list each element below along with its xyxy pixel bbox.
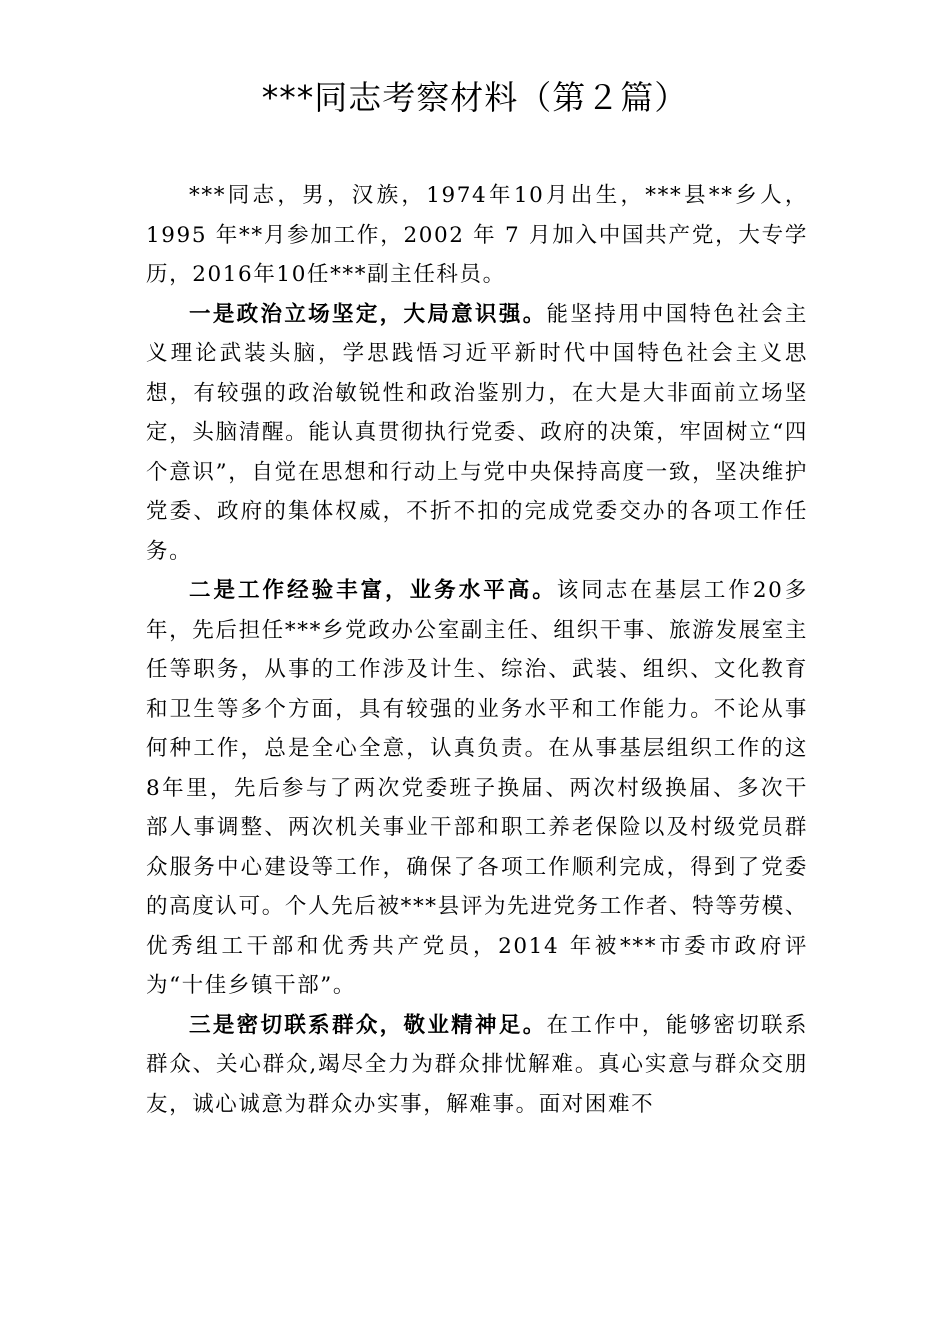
- paragraph-mass-contact: [146, 1006, 808, 1125]
- paragraph-lead: 三是密切联系群众，敬业精神足。: [189, 1012, 547, 1038]
- paragraph-text: ***同志，男，汉族，1974年10月出生，***县**乡人，1995 年**月参加工作，2002 年 7 月加入中国共产党，大专学历，2016年10任***副主任科员。: [146, 183, 808, 287]
- paragraph-text: 该同志在基层工作20多年，先后担任***乡党政办公室副主任、组织干事、旅游发展室主任等职务，从事的工作涉及计生、综治、武装、组织、文化教育和卫生等多个方面，具有较强的业务水平和工作能力。不论从事何种工作，总是全心全意，认真负责。在从事基层组织工作的这8年里，先后参与了两次党委班子换届、两次村级换届、多次干部人事调整、两次机关事业干部和职工养老保险以及村级党员群众服务中心建设等工作，确保了各项工作顺利完成，得到了党委的高度认可。个人先后被***县评为先进党务工作者、特等劳模、优秀组工干部和优秀共产党员，2014 年被***市委市政府评为“十佳乡镇干部”。: [146, 578, 808, 998]
- paragraph-intro: [146, 176, 808, 295]
- paragraph-political-stance: [146, 295, 808, 572]
- paragraph-work-experience: [146, 571, 808, 1006]
- document-title: ***同志考察材料（第２篇）: [261, 78, 689, 117]
- paragraph-lead: 二是工作经验丰富，业务水平高。: [189, 578, 557, 603]
- paragraph-text: 能坚持用中国特色社会主义理论武装头脑，学思践悟习近平新时代中国特色社会主义思想，有较强的政治敏锐性和政治鉴别力，在大是大非面前立场坚定，头脑清醒。能认真贯彻执行党委、政府的决策，牢固树立“四个意识”，自觉在思想和行动上与党中央保持高度一致，坚决维护党委、政府的集体权威，不折不扣的完成党委交办的各项工作任务。: [146, 301, 808, 564]
- paragraph-lead: 一是政治立场坚定，大局意识强。: [189, 301, 547, 327]
- document-body: [146, 176, 808, 1124]
- paragraph-text: 在工作中，能够密切联系群众、关心群众,竭尽全力为群众排忧解难。真心实意与群众交朋友，诚心诚意为群众办实事，解难事。面对困难不: [146, 1012, 808, 1117]
